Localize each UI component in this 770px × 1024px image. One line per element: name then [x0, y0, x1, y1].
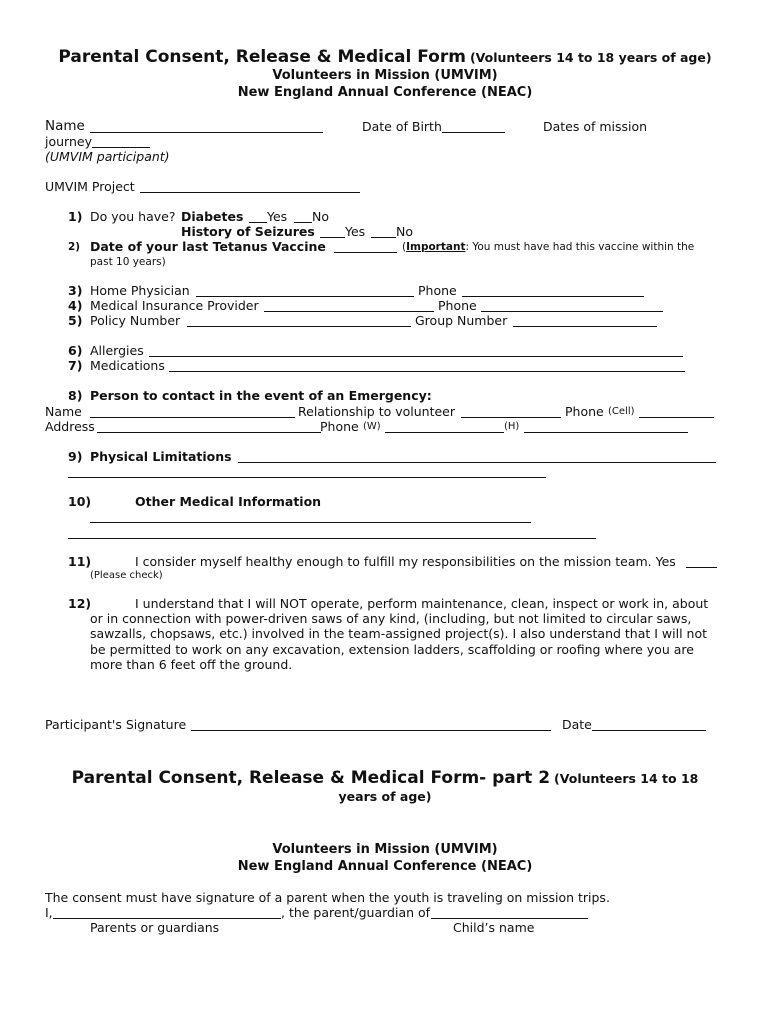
q5-number: 5) [68, 313, 83, 328]
insurance-field[interactable] [264, 311, 434, 312]
child-label: Child’s name [453, 920, 535, 935]
part2-org-name: Volunteers in Mission (UMVIM) [272, 842, 498, 857]
q10-text: Other Medical Information [135, 494, 322, 509]
seizures-yes: Yes [345, 224, 366, 239]
healthy-check-field[interactable] [686, 567, 717, 568]
part2-title-note2: years of age) [338, 789, 432, 804]
allergies-field[interactable] [149, 356, 683, 357]
physician-field[interactable] [196, 296, 414, 297]
ec-cell-label: (Cell) [608, 406, 635, 417]
policy-field[interactable] [187, 326, 411, 327]
q3-text: Home Physician [90, 283, 190, 298]
ec-name-field[interactable] [90, 417, 295, 418]
signature-date-field[interactable] [592, 730, 706, 731]
q12-line: or in connection with power-driven saws of any kind, (including, but not limited to circular saws, [90, 611, 692, 626]
q12-line: sawzalls, chopsaws, etc.) involved in the team-assigned project(s). I also understand that I will not [90, 626, 707, 641]
group-number-field[interactable] [513, 326, 657, 327]
seizures-yes-field[interactable] [320, 237, 345, 238]
name-field[interactable] [90, 132, 323, 133]
insurance-phone-field[interactable] [481, 311, 663, 312]
seizures-no: No [396, 224, 413, 239]
diabetes-yes: Yes [267, 209, 288, 224]
ec-relationship-label: Relationship to volunteer [298, 404, 456, 419]
part2-title [0, 768, 770, 788]
q6-text: Allergies [90, 343, 144, 358]
q1-number: 1) [68, 209, 83, 224]
q7-text: Medications [90, 358, 165, 373]
q9-number: 9) [68, 449, 83, 464]
dob-label: Date of Birth [362, 119, 442, 134]
medications-field[interactable] [169, 371, 685, 372]
q10-number: 10) [68, 494, 92, 509]
ec-phone-label: Phone [565, 404, 604, 419]
tetanus-date-field[interactable] [334, 252, 397, 253]
q12-number: 12) [68, 596, 92, 611]
guardian-name-field[interactable] [53, 918, 281, 919]
dob-field[interactable] [442, 132, 505, 133]
part2-title-note: (Volunteers 14 to 18 [554, 771, 699, 786]
name-label: Name [45, 118, 85, 134]
q5-text: Policy Number [90, 313, 181, 328]
guardian-text: , the parent/guardian of [281, 905, 431, 920]
q2-note: (Important: You must have had this vaccine within the [402, 241, 695, 253]
conference-name: New England Annual Conference (NEAC) [237, 85, 533, 100]
ec-cell-field[interactable] [639, 417, 714, 418]
q9-text: Physical Limitations [90, 449, 232, 464]
physician-phone-label: Phone [418, 283, 457, 298]
important-label: Important [406, 241, 466, 253]
journey-label: journey [45, 134, 92, 149]
q4-number: 4) [68, 298, 83, 313]
consent-text: The consent must have signature of a parent when the youth is traveling on mission trips. [45, 890, 610, 905]
project-label: UMVIM Project [45, 179, 135, 194]
ec-h-label: (H) [504, 421, 520, 432]
ec-address-field[interactable] [97, 432, 321, 433]
parents-label: Parents or guardians [90, 920, 220, 935]
ec-w-label: (W) [363, 421, 381, 432]
q7-number: 7) [68, 358, 83, 373]
q3-number: 3) [68, 283, 83, 298]
seizures-label: History of Seizures [181, 224, 315, 239]
insurance-phone-label: Phone [438, 298, 477, 313]
diabetes-no-field[interactable] [294, 222, 312, 223]
limitations-field-2[interactable] [68, 477, 546, 478]
q2-text: Date of your last Tetanus Vaccine [90, 239, 326, 254]
ec-home-phone-field[interactable] [524, 432, 688, 433]
group-number-label: Group Number [415, 313, 508, 328]
child-name-field[interactable] [431, 918, 588, 919]
title-note: (Volunteers 14 to 18 years of age) [469, 50, 712, 65]
q2-note-text: : You must have had this vaccine within the [465, 241, 695, 253]
signature-field[interactable] [191, 730, 551, 731]
q1-text: Do you have? [90, 209, 176, 224]
dates-label: Dates of mission [543, 119, 648, 134]
diabetes-label: Diabetes [181, 209, 244, 224]
q12-line: be permitted to work on any excavation, extension ladders, scaffolding or roofing where you are [90, 642, 694, 657]
physician-phone-field[interactable] [462, 296, 644, 297]
part2-conference-name: New England Annual Conference (NEAC) [237, 859, 533, 874]
part2-title-text: Parental Consent, Release & Medical Form- part 2 [71, 768, 551, 788]
diabetes-no: No [312, 209, 329, 224]
org-name: Volunteers in Mission (UMVIM) [272, 68, 498, 83]
q11-number: 11) [68, 554, 92, 569]
project-field[interactable] [140, 192, 360, 193]
q12-line: more than 6 feet off the ground. [90, 657, 293, 672]
q11-note: (Please check) [90, 570, 163, 581]
diabetes-yes-field[interactable] [249, 222, 267, 223]
form-title [0, 47, 770, 67]
limitations-field-1[interactable] [238, 462, 716, 463]
q2-number: 2) [68, 241, 81, 253]
q2-note2: past 10 years) [90, 256, 166, 268]
q8-number: 8) [68, 388, 83, 403]
participant-note: (UMVIM participant) [45, 149, 170, 164]
i-label: I, [45, 905, 53, 920]
q8-text: Person to contact in the event of an Emergency: [90, 388, 432, 403]
q4-text: Medical Insurance Provider [90, 298, 259, 313]
signature-date-label: Date [562, 717, 592, 732]
ec-name-label: Name [45, 404, 82, 419]
ec-address-label: Address [45, 419, 95, 434]
q12-line: I understand that I will NOT operate, perform maintenance, clean, inspect or work in, about [135, 596, 709, 611]
other-medical-field-2[interactable] [68, 538, 596, 539]
ec-relationship-field[interactable] [461, 417, 561, 418]
title-text: Parental Consent, Release & Medical Form [58, 47, 466, 67]
other-medical-field-1[interactable] [90, 522, 531, 523]
q11-text: I consider myself healthy enough to fulfill my responsibilities on the mission team. Yes [135, 554, 676, 569]
seizures-no-field[interactable] [371, 237, 396, 238]
journey-field[interactable] [92, 147, 150, 148]
ec-phone2-label: Phone [320, 419, 359, 434]
signature-label: Participant's Signature [45, 717, 187, 732]
ec-work-phone-field[interactable] [385, 432, 504, 433]
q6-number: 6) [68, 343, 83, 358]
